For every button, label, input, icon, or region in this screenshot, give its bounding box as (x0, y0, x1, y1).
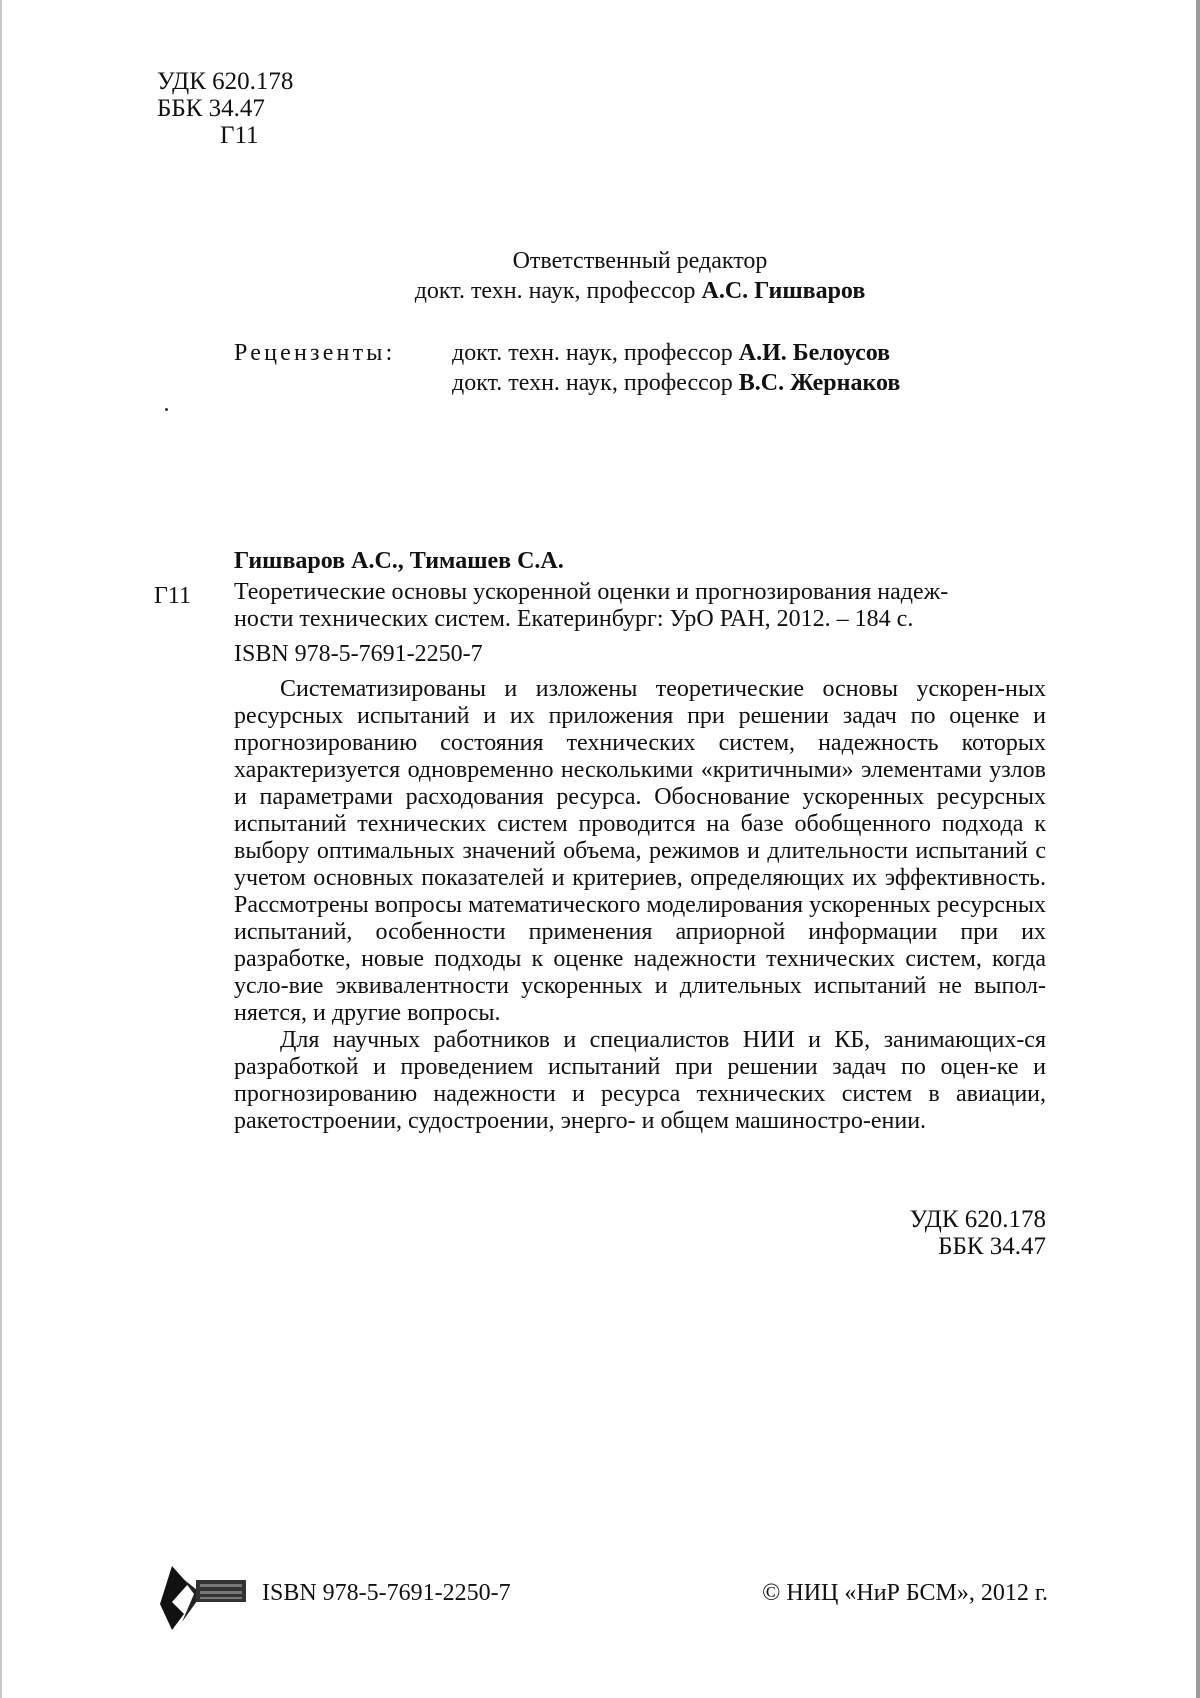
page-footer (158, 1564, 1048, 1604)
page-right-edge (1196, 0, 1200, 1698)
editor-degree: докт. техн. наук, профессор (414, 278, 696, 304)
abstract-paragraph: Систематизированы и изложены теоретические основы ускорен-ных ресурсных испытаний и их приложения при решении задач по оценке и прогнозированию состояния технических систем, надежность которых характеризуется одновременно несколькими «критичными» элементами узлов и параметрами расходования ресурса. Обоснование ускоренных ресурсных испытаний технических систем проводится на базе обобщенного подхода к выбору оптимальных значений объема, режимов и длительности испытаний с учетом основных показателей и критериев, определяющих их эффективность. Рассмотрены вопросы математического моделирования ускоренных ресурсных испытаний, особенности применения априорной информации при их разработке, новые подходы к оценке надежности технических систем, когда усло-вие эквивалентности ускоренных и длительных испытаний не выпол-няется, и другие вопросы. (234, 676, 1046, 1026)
bbk-code: ББК 34.47 (157, 95, 265, 122)
author-code: Г11 (220, 122, 259, 149)
editor-credentials (380, 276, 900, 306)
title-line: Теоретические основы ускоренной оценки и прогнозирования надеж- (234, 579, 949, 605)
classification-codes-top (157, 68, 293, 149)
udk-code: УДК 620.178 (157, 68, 294, 95)
abstract-paragraph: Для научных работников и специалистов НИИ и КБ, занимающих-ся разработкой и проведением испытаний при решении задач по оцен-ке и прогнозированию надежности и ресурса технических систем в авиации, ракетостроении, судостроении, энерго- и общем машиностро-ении. (234, 1027, 1046, 1134)
footer-isbn: ISBN 978-5-7691-2250-7 (262, 1580, 511, 1606)
title-line: ности технических систем. Екатеринбург: УрО РАН, 2012. – 184 с. (234, 606, 914, 632)
reviewer-item (452, 368, 900, 398)
bbk-code: ББК 34.47 (938, 1233, 1046, 1260)
reviewer-name: В.С. Жернаков (738, 370, 901, 396)
responsible-editor (380, 246, 900, 306)
page-left-edge (0, 0, 2, 1698)
classification-codes-bottom (880, 1206, 1046, 1260)
bibliographic-entry (154, 548, 1046, 1135)
reviewers-label: Рецензенты: (234, 340, 396, 366)
reviewers-list (452, 338, 900, 398)
publisher-logo-icon (158, 1564, 250, 1634)
reviewer-degree: докт. техн. наук, профессор (452, 340, 733, 366)
isbn: ISBN 978-5-7691-2250-7 (234, 641, 483, 667)
authors: Гишваров А.С., Тимашев С.А. (234, 548, 564, 574)
reviewer-degree: докт. техн. наук, профессор (452, 370, 733, 396)
reviewer-name: А.И. Белоусов (738, 340, 891, 366)
scan-speck (165, 408, 168, 411)
abstract (234, 676, 1046, 1135)
entry-code: Г11 (154, 583, 191, 609)
copyright: © НИЦ «НиР БСМ», 2012 г. (762, 1580, 1048, 1606)
editor-name: А.С. Гишваров (701, 278, 866, 304)
editor-role: Ответственный редактор (512, 248, 768, 274)
reviewer-item (452, 338, 900, 368)
udk-code: УДК 620.178 (909, 1206, 1046, 1233)
